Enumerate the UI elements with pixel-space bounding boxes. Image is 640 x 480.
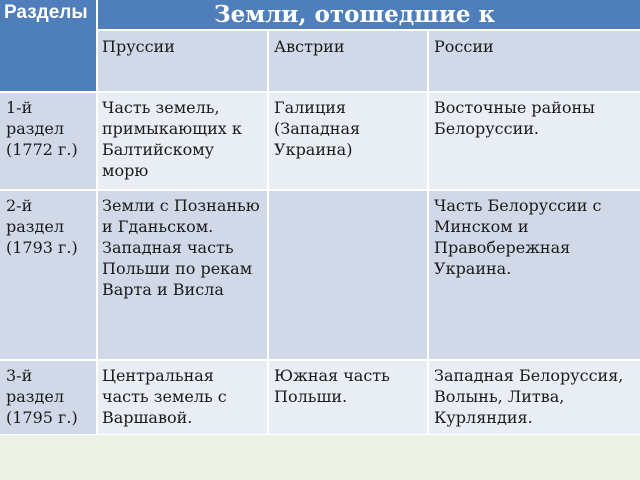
row-1-prussia: Часть земель, примыкающих к Балтийскому морю bbox=[96, 92, 268, 190]
row-2-prussia: Земли с Познанью и Гданьском. Западная часть Польши по рекам Варта и Висла bbox=[96, 190, 268, 360]
row-2-austria bbox=[268, 190, 428, 360]
grid-line bbox=[96, 29, 640, 31]
row-2-label: 2-й раздел (1793 г.) bbox=[0, 190, 96, 360]
grid-line bbox=[0, 189, 640, 191]
slide-background bbox=[0, 435, 640, 480]
row-3-austria: Южная часть Польши. bbox=[268, 360, 428, 435]
grid-line bbox=[0, 91, 640, 93]
grid-line bbox=[0, 359, 640, 361]
row-2-russia: Часть Белоруссии с Минском и Правобережная Украина. bbox=[428, 190, 640, 360]
header-lands-ceded: Земли, отошедшие к bbox=[96, 0, 640, 30]
row-1-label: 1-й раздел (1772 г.) bbox=[0, 92, 96, 190]
grid-line bbox=[96, 0, 98, 435]
subheader-austria: Австрии bbox=[268, 30, 428, 92]
header-sections: Разделы bbox=[0, 0, 96, 92]
row-3-russia: Западная Белоруссия, Волынь, Литва, Курляндия. bbox=[428, 360, 640, 435]
row-3-label: 3-й раздел (1795 г.) bbox=[0, 360, 96, 435]
subheader-russia: России bbox=[428, 30, 640, 92]
row-3-prussia: Центральная часть земель с Варшавой. bbox=[96, 360, 268, 435]
subheader-prussia: Пруссии bbox=[96, 30, 268, 92]
row-1-russia: Восточные районы Белоруссии. bbox=[428, 92, 640, 190]
row-1-austria: Галиция (Западная Украина) bbox=[268, 92, 428, 190]
